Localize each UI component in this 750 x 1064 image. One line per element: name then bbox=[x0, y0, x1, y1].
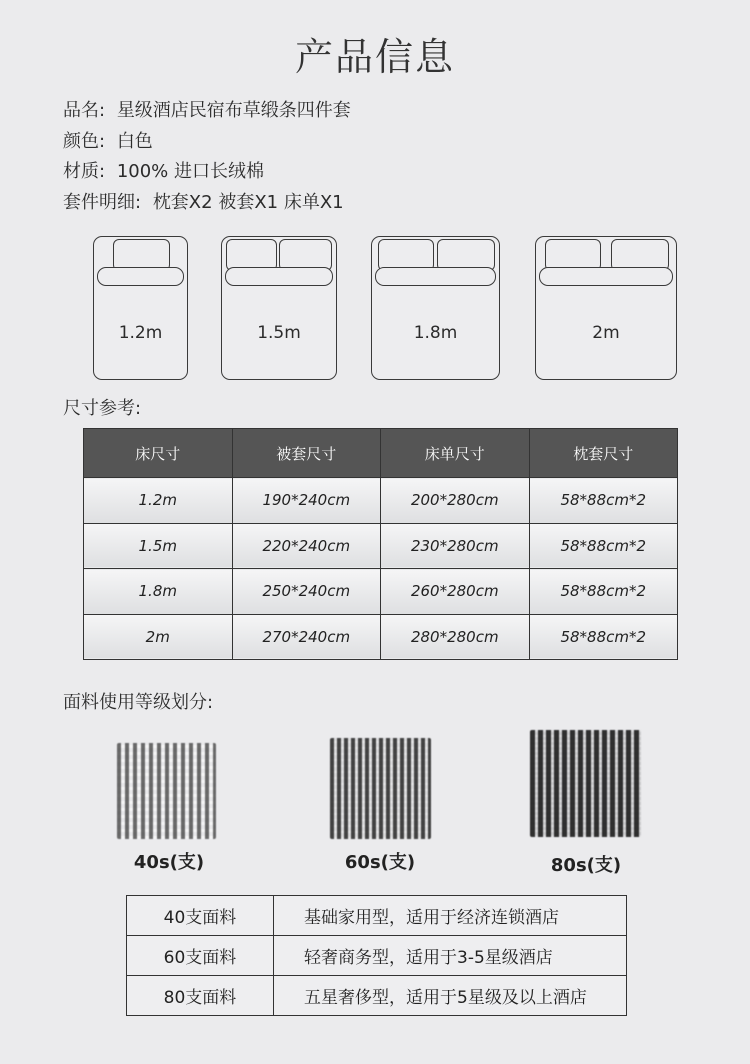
size-reference-label: 尺寸参考: bbox=[63, 398, 142, 419]
info-label: 材质: bbox=[63, 161, 106, 182]
bed-size-label: 1.5m bbox=[257, 323, 301, 343]
fabric-40s-label: 40s(支) bbox=[133, 852, 205, 873]
bed-icon bbox=[221, 236, 337, 380]
bed-size-label: 2m bbox=[592, 323, 620, 343]
fabric-weave-80s bbox=[530, 730, 641, 837]
table-cell: 58*88cm*2 bbox=[529, 523, 678, 569]
table-header: 枕套尺寸 bbox=[529, 429, 678, 478]
table-cell: 190*240cm bbox=[232, 478, 381, 524]
table-cell: 1.8m bbox=[84, 569, 233, 615]
table-cell: 1.5m bbox=[84, 523, 233, 569]
page-title: 产品信息 bbox=[294, 35, 455, 79]
duvet-fold bbox=[375, 267, 496, 286]
info-label: 品名: bbox=[63, 100, 106, 121]
table-cell: 230*280cm bbox=[381, 523, 530, 569]
grade-cell: 40支面料 bbox=[127, 896, 274, 936]
table-cell: 260*280cm bbox=[381, 569, 530, 615]
table-row bbox=[84, 523, 678, 569]
info-value: 枕套X2 被套X1 床单X1 bbox=[152, 191, 344, 213]
table-cell: 1.2m bbox=[84, 478, 233, 524]
bed-icon bbox=[93, 236, 188, 380]
info-value: 白色 bbox=[116, 130, 153, 152]
fabric-grade-table bbox=[126, 895, 627, 1016]
bed-icon bbox=[535, 236, 677, 380]
info-value: 100% 进口长绒棉 bbox=[116, 161, 264, 182]
fabric-60s-label: 60s(支) bbox=[344, 852, 416, 873]
table-cell: 220*240cm bbox=[232, 523, 381, 569]
table-cell: 58*88cm*2 bbox=[529, 478, 678, 524]
bed-size-label: 1.8m bbox=[413, 323, 458, 343]
info-label: 颜色: bbox=[63, 130, 106, 152]
duvet-fold bbox=[539, 267, 673, 286]
grade-desc-cell: 基础家用型，适用于经济连锁酒店 bbox=[274, 896, 627, 936]
table-cell: 200*280cm bbox=[381, 478, 530, 524]
table-cell: 250*240cm bbox=[232, 569, 381, 615]
table-cell: 280*280cm bbox=[381, 614, 530, 660]
grade-cell: 60支面料 bbox=[127, 936, 274, 976]
size-table bbox=[83, 428, 678, 660]
info-material-row bbox=[63, 157, 351, 188]
table-header: 被套尺寸 bbox=[232, 429, 381, 478]
info-color-row bbox=[63, 127, 351, 158]
duvet-fold bbox=[225, 267, 333, 286]
table-cell: 58*88cm*2 bbox=[529, 569, 678, 615]
table-cell: 270*240cm bbox=[232, 614, 381, 660]
bed-icon bbox=[371, 236, 500, 380]
product-info bbox=[63, 96, 351, 218]
info-label: 套件明细: bbox=[63, 191, 142, 213]
table-cell: 58*88cm*2 bbox=[529, 614, 678, 660]
fabric-grade-label: 面料使用等级划分: bbox=[63, 692, 214, 713]
table-row bbox=[84, 569, 678, 615]
grade-desc-cell: 轻奢商务型，适用于3-5星级酒店 bbox=[274, 936, 627, 976]
table-row bbox=[127, 936, 627, 976]
fabric-weave-60s bbox=[330, 738, 431, 839]
table-row bbox=[127, 896, 627, 936]
grade-cell: 80支面料 bbox=[127, 976, 274, 1016]
info-name-row bbox=[63, 96, 351, 127]
info-set-row bbox=[63, 188, 351, 219]
table-row bbox=[127, 976, 627, 1016]
table-header: 床尺寸 bbox=[84, 429, 233, 478]
duvet-fold bbox=[97, 267, 184, 286]
table-header: 床单尺寸 bbox=[381, 429, 530, 478]
table-cell: 2m bbox=[84, 614, 233, 660]
fabric-weave-40s bbox=[117, 743, 216, 839]
info-value: 星级酒店民宿布草缎条四件套 bbox=[116, 100, 351, 121]
fabric-80s-label: 80s(支) bbox=[550, 855, 622, 876]
table-header-row bbox=[84, 429, 678, 478]
bed-size-label: 1.2m bbox=[118, 323, 163, 343]
grade-desc-cell: 五星奢侈型，适用于5星级及以上酒店 bbox=[274, 976, 627, 1016]
table-row bbox=[84, 478, 678, 524]
table-row bbox=[84, 614, 678, 660]
